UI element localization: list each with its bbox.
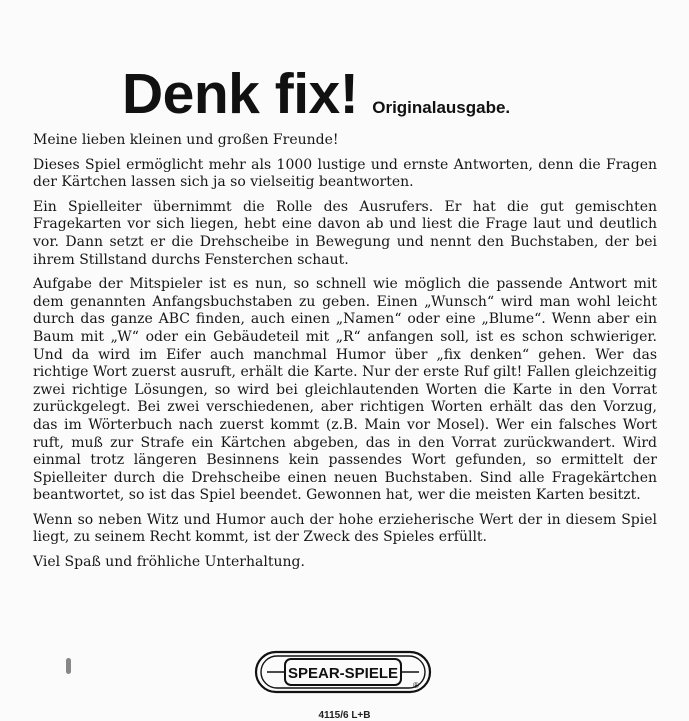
registered-mark: ® bbox=[413, 681, 419, 690]
game-leader-paragraph: Ein Spielleiter übernimmt die Rolle des Ausrufers. Er hat die gut gemischten Fragekarten vor sich liegen, hebt eine davon ab und liest die Frage laut und deutlich vor. Dann setzt er die Drehscheibe in Bewegung und nennt den Buchstaben, der bei ihrem Stillstand durchs Fensterchen schaut. bbox=[33, 198, 657, 268]
spear-spiele-logo bbox=[253, 647, 433, 697]
edition-subtitle: Originalausgabe. bbox=[372, 98, 511, 117]
ink-smudge bbox=[66, 658, 71, 674]
purpose-paragraph: Wenn so neben Witz und Humor auch der hohe erzieherische Wert der in diesem Spiel liegt, zu seinem Recht kommt, ist der Zweck des Spieles erfüllt. bbox=[33, 511, 657, 546]
page-title: Denk fix! bbox=[122, 62, 359, 126]
logo-text: SPEAR-SPIELE bbox=[287, 665, 399, 682]
rules-paragraph: Aufgabe der Mitspieler ist es nun, so schnell wie möglich die passende Antwort mit dem genannten Anfangsbuchstaben zu geben. Einen „Wunsch“ wird man wohl leicht durch das ganze ABC finden, auch einen „Namen“ oder eine „Blume“. Wenn aber ein Baum mit „W“ oder ein Gebäudeteil mit „R“ anfangen soll, ist es schon schwieriger. Und da wird im Eifer auch manchmal Humor über „fix denken“ gehen. Wer das richtige Wort zuerst ausruft, erhält die Karte. Nur der erste Ruf gilt! Fallen gleichzeitig zwei richtige Lösungen, so wird bei gleichlautenden Worten die Karte in den Vorrat zurückgelegt. Bei zwei verschiedenen, aber richtigen Worten erhält das den Vorzug, das im Wörterbuch nach zuerst kommt (z.B. Main vor Mosel). Wer ein falsches Wort ruft, muß zur Strafe ein Kärtchen abgeben, das in den Vorrat zurückwandert. Wird einmal trotz längeren Besinnens kein passendes Wort gefunden, so ermittelt der Spielleiter durch die Drehscheibe einen neuen Buchstaben. Sind alle Fragekärtchen beantwortet, so ist das Spiel beendet. Gewonnen hat, wer die meisten Karten besitzt. bbox=[33, 276, 657, 504]
closing-paragraph: Viel Spaß und fröhliche Unterhaltung. bbox=[33, 554, 305, 571]
logo-graphic bbox=[253, 647, 433, 697]
print-code: 4115/6 L+B bbox=[318, 710, 371, 721]
intro-paragraph: Dieses Spiel ermöglicht mehr als 1000 lustige und ernste Antworten, denn die Fragen der Kärtchen lassen sich ja so vielseitig beantworten. bbox=[33, 156, 657, 191]
header bbox=[122, 62, 511, 126]
greeting-paragraph: Meine lieben kleinen und großen Freunde! bbox=[33, 132, 339, 148]
instructions-body bbox=[33, 132, 657, 579]
